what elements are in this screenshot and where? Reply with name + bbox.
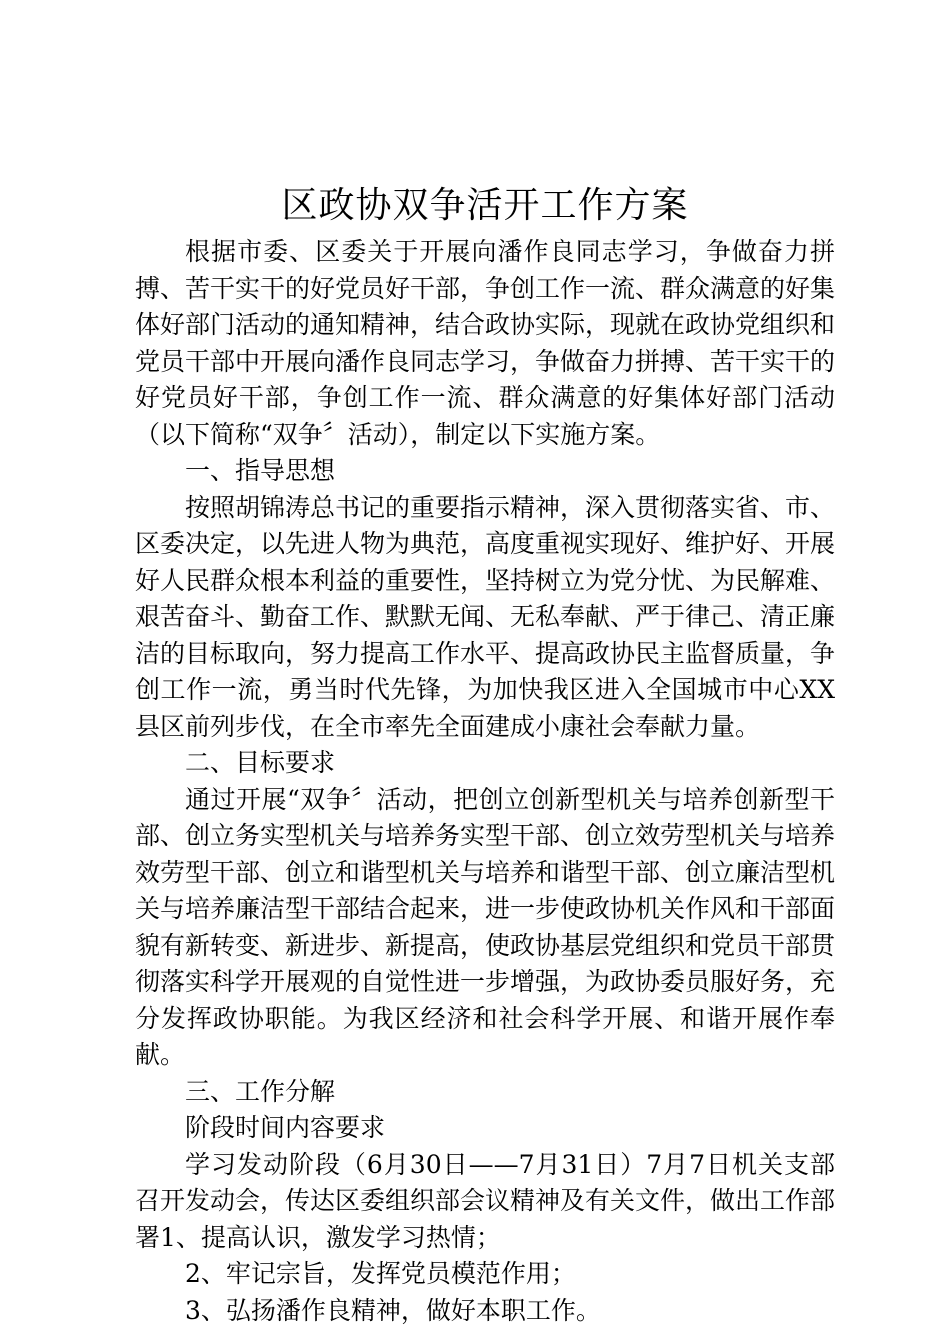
list-item: 3、弘扬潘作良精神，做好本职工作。 [185,1295,601,1325]
goals-paragraph: 通过开展“双争〞活动，把创立创新型机关与培养创新型干部、创立务实型机关与培养务实型干部、创立效劳型机关与培养效劳型干部、创立和谐型机关与培养和谐型干部、创立廉洁型机关与培养廉洁型干部结合起来，进一步使政协机关作风和干部面貌有新转变、新进步、新提高，使政协基层党组织和党员干部贯彻落实科学开展观的自觉性进一步增强，为政协委员服好务，充分发挥政协职能。为我区经济和社会科学开展、和谐开展作奉献。 [135,784,836,1069]
intro-paragraph: 根据市委、区委关于开展向潘作良同志学习，争做奋力拼搏、苦干实干的好党员好干部，争创工作一流、群众满意的好集体好部门活动的通知精神，结合政协实际，现就在政协党组织和党员干部中开展向潘作良同志学习，争做奋力拼搏、苦干实干的好党员好干部，争创工作一流、群众满意的好集体好部门活动（以下简称“双争〞活动），制定以下实施方案。 [135,237,836,449]
list-item: 2、牢记宗旨，发挥党员模范作用； [185,1259,576,1288]
table-header-line: 阶段时间内容要求 [185,1113,386,1142]
section-heading-work-breakdown: 三、工作分解 [185,1076,336,1106]
guiding-ideology-paragraph: 按照胡锦涛总书记的重要指示精神，深入贯彻落实省、市、区委决定，以先进人物为典范，高度重视实现好、维护好、开展好人民群众根本利益的重要性，坚持树立为党分忧、为民解难、艰苦奋斗、勤奋工作、默默无闻、无私奉献、严于律己、清正廉洁的目标取向，努力提高工作水平、提高政协民主监督质量，争创工作一流，勇当时代先锋，为加快我区进入全国城市中心XX县区前列步伐，在全市率先全面建成小康社会奉献力量。 [135,492,836,741]
document-title: 区政协双争活开工作方案 [281,185,689,226]
document-page [135,182,835,1329]
section-heading-goals: 二、目标要求 [185,748,336,777]
stage-one-paragraph: 学习发动阶段（6月30日——7月31日）7月7日机关支部召开发动会，传达区委组织部会议精神及有关文件，做出工作部署1、提高认识，激发学习热情； [135,1149,836,1252]
section-heading-guiding-ideology: 一、指导思想 [185,456,336,485]
